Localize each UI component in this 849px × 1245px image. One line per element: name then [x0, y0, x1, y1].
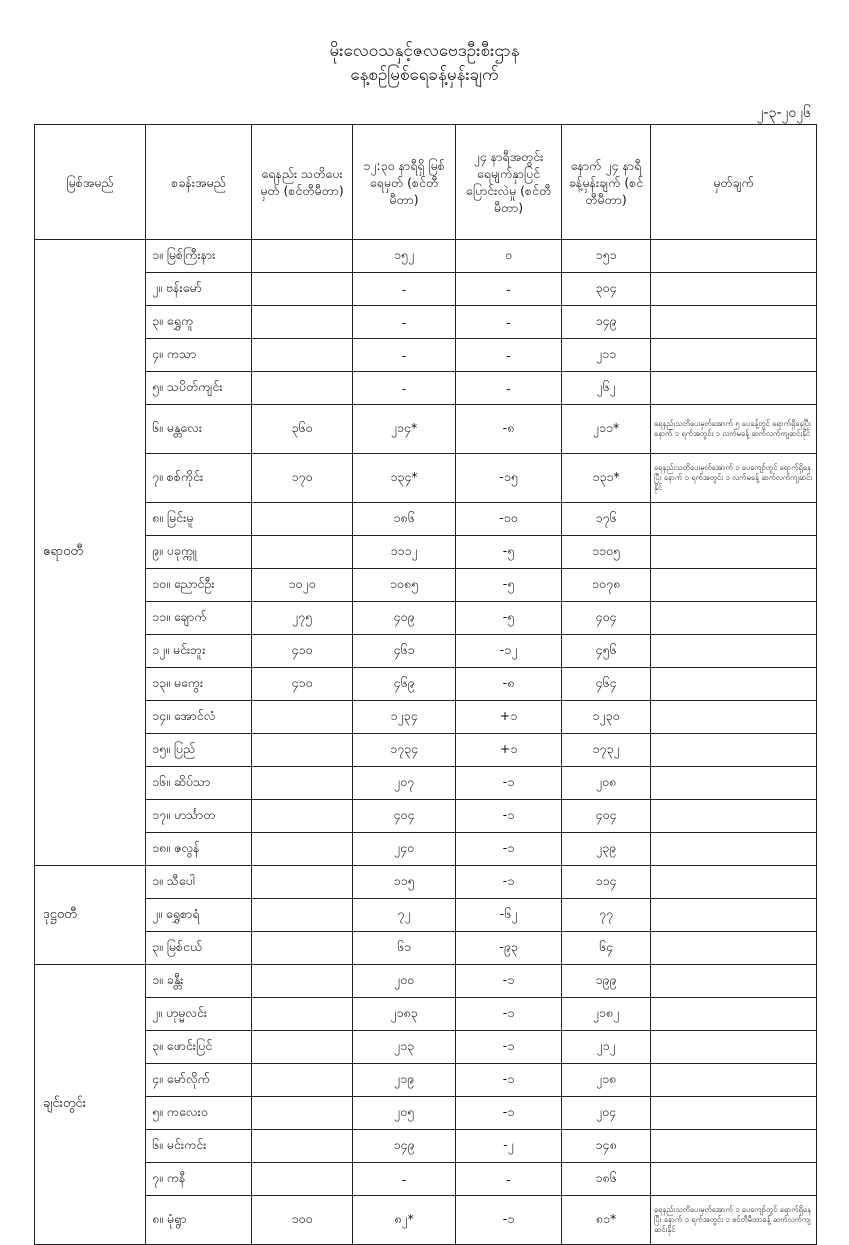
table-row	[35, 273, 817, 306]
station-name-cell: ၁။ မြစ်ကြီးနား	[146, 240, 252, 273]
forecast-cell: ၁၁၄	[562, 866, 651, 899]
forecast-cell: ၁၄၈	[562, 1130, 651, 1163]
table-row	[35, 372, 817, 405]
station-name-cell: ၂။ ဟုမ္မလင်း	[146, 998, 252, 1031]
warning-level-cell	[252, 273, 353, 306]
station-name-cell: ၈။ မုံရွာ	[146, 1196, 252, 1245]
remark-cell	[651, 800, 817, 833]
forecast-cell: ၁၁၀၅	[562, 536, 651, 569]
forecast-cell: ၁၂၃၀	[562, 701, 651, 734]
current-level-cell: ၁၇၃၄	[353, 734, 456, 767]
current-level-cell: ၄၆၉	[353, 668, 456, 701]
warning-level-cell: ၄၁၀	[252, 635, 353, 668]
col-header-warning-level: ရေနည်း သတိပေးမှတ် (စင်တီမီတာ)	[252, 125, 353, 240]
change-cell: -	[456, 306, 562, 339]
forecast-cell: ၁၄၉	[562, 306, 651, 339]
warning-level-cell	[252, 701, 353, 734]
remark-cell	[651, 602, 817, 635]
warning-level-cell: ၂၇၅	[252, 602, 353, 635]
change-cell: -၁	[456, 1031, 562, 1064]
station-name-cell: ၇။ စစ်ကိုင်း	[146, 454, 252, 503]
warning-level-cell: ၄၁၀	[252, 668, 353, 701]
table-row	[35, 1163, 817, 1196]
table-row	[35, 998, 817, 1031]
remark-cell	[651, 339, 817, 372]
remark-cell: ရေနည်းသတိပေးမှတ်အောက် ၁ ပေကျော်တွင် ရောက်ရှိနေပြီး နောက် ၁ ရက်အတွင်း ၁ စင်တီမီတာခန့် ဆက်လက်ကျဆင်းနိုင်	[651, 1196, 817, 1245]
river-level-table	[34, 124, 817, 1245]
warning-level-cell: ၁၇၀	[252, 454, 353, 503]
warning-level-cell	[252, 536, 353, 569]
warning-level-cell	[252, 899, 353, 932]
col-header-current-level: ၁၂:၃၀ နာရီရှိ မြစ်ရေမှတ် (စင်တီမီတာ)	[353, 125, 456, 240]
forecast-cell: ၈၁*	[562, 1196, 651, 1245]
current-level-cell: ၁၁၁၂	[353, 536, 456, 569]
warning-level-cell	[252, 734, 353, 767]
change-cell: -၅	[456, 536, 562, 569]
col-header-forecast: နောက် ၂၄ နာရီ ခန့်မှန်းချက် (စင်တီမီတာ)	[562, 125, 651, 240]
table-row	[35, 339, 817, 372]
warning-level-cell	[252, 1163, 353, 1196]
table-row	[35, 454, 817, 503]
remark-cell	[651, 833, 817, 866]
current-level-cell: ၁၁၅	[353, 866, 456, 899]
forecast-cell: ၂၀၄	[562, 1097, 651, 1130]
change-cell: -၁	[456, 800, 562, 833]
change-cell: -၆၂	[456, 899, 562, 932]
table-row	[35, 1130, 817, 1163]
table-row	[35, 1097, 817, 1130]
warning-level-cell	[252, 998, 353, 1031]
warning-level-cell	[252, 339, 353, 372]
station-name-cell: ၅။ ကလေးဝ	[146, 1097, 252, 1130]
station-name-cell: ၁၈။ ဇလွန်	[146, 833, 252, 866]
remark-cell	[651, 932, 817, 965]
change-cell: -၁	[456, 833, 562, 866]
warning-level-cell: ၃၆၀	[252, 405, 353, 454]
remark-cell	[651, 668, 817, 701]
warning-level-cell	[252, 372, 353, 405]
change-cell: -၈	[456, 405, 562, 454]
change-cell: -၁	[456, 767, 562, 800]
remark-cell	[651, 1097, 817, 1130]
table-row	[35, 1064, 817, 1097]
remark-cell	[651, 273, 817, 306]
table-row	[35, 602, 817, 635]
warning-level-cell	[252, 767, 353, 800]
change-cell: +၁	[456, 701, 562, 734]
current-level-cell: ၂၁၈၃	[353, 998, 456, 1031]
current-level-cell: ၁၅၂	[353, 240, 456, 273]
warning-level-cell	[252, 503, 353, 536]
table-row	[35, 1196, 817, 1245]
forecast-cell: ၄၅၆	[562, 635, 651, 668]
forecast-cell: ၁၃၁*	[562, 454, 651, 503]
table-row	[35, 734, 817, 767]
forecast-cell: ၄၀၄	[562, 602, 651, 635]
forecast-cell: ၁၇၃၂	[562, 734, 651, 767]
change-cell: ၀	[456, 240, 562, 273]
remark-cell	[651, 701, 817, 734]
station-name-cell: ၃။ ရွှေကူ	[146, 306, 252, 339]
page-subtitle: နေ့စဉ်မြစ်ရေခန့်မှန်းချက်	[350, 65, 499, 85]
forecast-cell: ၂၃၉	[562, 833, 651, 866]
station-name-cell: ၁၇။ ဟင်္သာတ	[146, 800, 252, 833]
remark-cell	[651, 899, 817, 932]
change-cell: -၂	[456, 1130, 562, 1163]
warning-level-cell	[252, 800, 353, 833]
remark-cell	[651, 1031, 817, 1064]
remark-cell	[651, 569, 817, 602]
current-level-cell: ၂၄၀	[353, 833, 456, 866]
station-name-cell: ၅။ သပိတ်ကျင်း	[146, 372, 252, 405]
current-level-cell: ၇၂	[353, 899, 456, 932]
warning-level-cell	[252, 833, 353, 866]
warning-level-cell	[252, 306, 353, 339]
table-row	[35, 503, 817, 536]
table-row	[35, 635, 817, 668]
forecast-cell: ၁၀၇၈	[562, 569, 651, 602]
remark-cell	[651, 965, 817, 998]
remark-cell	[651, 866, 817, 899]
warning-level-cell: ၁၀၀	[252, 1196, 353, 1245]
change-cell: -၈	[456, 668, 562, 701]
forecast-cell: ၂၁၈၂	[562, 998, 651, 1031]
warning-level-cell	[252, 866, 353, 899]
change-cell: -၁	[456, 1196, 562, 1245]
change-cell: -	[456, 1163, 562, 1196]
remark-cell	[651, 635, 817, 668]
page-title: မိုးလေဝသနှင့်ဇလဗေဒဦးစီးဌာန	[329, 41, 520, 61]
remark-cell	[651, 1163, 817, 1196]
col-header-24h-change: ၂၄ နာရီအတွင်း ရေမျက်နှာပြင် ပြောင်းလဲမှု (စင်တီမီတာ)	[456, 125, 562, 240]
warning-level-cell	[252, 932, 353, 965]
station-name-cell: ၁။ သီပေါ	[146, 866, 252, 899]
table-row	[35, 668, 817, 701]
forecast-cell: ၃၀၄	[562, 273, 651, 306]
table-row	[35, 866, 817, 899]
col-header-station: စခန်းအမည်	[146, 125, 252, 240]
current-level-cell: ၂၁၄*	[353, 405, 456, 454]
current-level-cell: ၄၆၁	[353, 635, 456, 668]
station-name-cell: ၃။ မြစ်ငယ်	[146, 932, 252, 965]
change-cell: -၁၅	[456, 454, 562, 503]
station-name-cell: ၁၅။ ပြည်	[146, 734, 252, 767]
remark-cell	[651, 998, 817, 1031]
forecast-cell: ၁၈၆	[562, 1163, 651, 1196]
forecast-cell: ၄၀၄	[562, 800, 651, 833]
table-row	[35, 240, 817, 273]
table-row	[35, 536, 817, 569]
station-name-cell: ၃။ ဖောင်းပြင်	[146, 1031, 252, 1064]
forecast-cell: ၁၅၁	[562, 240, 651, 273]
current-level-cell: ၂၀၇	[353, 767, 456, 800]
remark-cell	[651, 240, 817, 273]
warning-level-cell	[252, 1130, 353, 1163]
warning-level-cell	[252, 965, 353, 998]
warning-level-cell	[252, 1031, 353, 1064]
report-date: ၂-၃-၂၀၂၆	[756, 105, 811, 121]
current-level-cell: ၁၄၉	[353, 1130, 456, 1163]
forecast-cell: ၂၁၂	[562, 1031, 651, 1064]
change-cell: -၁	[456, 866, 562, 899]
remark-cell	[651, 306, 817, 339]
change-cell: -	[456, 273, 562, 306]
remark-cell	[651, 372, 817, 405]
current-level-cell: ၂၁၃	[353, 1031, 456, 1064]
current-level-cell: -	[353, 339, 456, 372]
table-row	[35, 800, 817, 833]
change-cell: -	[456, 372, 562, 405]
current-level-cell: ၂၁၉	[353, 1064, 456, 1097]
table-row	[35, 833, 817, 866]
station-name-cell: ၁။ ခန္တီး	[146, 965, 252, 998]
remark-cell: ရေနည်းသတိပေးမှတ်အောက် ၁ ပေကျော်တွင် ရောက်ရှိနေပြီး နောက် ၁ ရက်အတွင်း ၁ လက်မခန့် ဆက်လက်ကျဆင်းနိုင်	[651, 454, 817, 503]
current-level-cell: -	[353, 273, 456, 306]
current-level-cell: ၁၈၆	[353, 503, 456, 536]
station-name-cell: ၁၆။ ဆိပ်သာ	[146, 767, 252, 800]
station-name-cell: ၁၃။ မကွေး	[146, 668, 252, 701]
station-name-cell: ၁၁။ ချောက်	[146, 602, 252, 635]
table-row	[35, 965, 817, 998]
table-row	[35, 405, 817, 454]
table-row	[35, 306, 817, 339]
col-header-river: မြစ်အမည်	[35, 125, 146, 240]
table-row	[35, 932, 817, 965]
change-cell: -၁	[456, 1064, 562, 1097]
current-level-cell: ၁၃၄*	[353, 454, 456, 503]
station-name-cell: ၄။ ကသာ	[146, 339, 252, 372]
current-level-cell: -	[353, 1163, 456, 1196]
change-cell: -၁	[456, 965, 562, 998]
remark-cell: ရေနည်းသတိပေးမှတ်အောက် ၅ ပေခန့်တွင် ရောက်ရှိနေပြီး နောက် ၁ ရက်အတွင်း ၁ လက်မခန့် ဆက်လက်ကျဆင်းနိုင်	[651, 405, 817, 454]
current-level-cell: ၁၂၃၄	[353, 701, 456, 734]
remark-cell	[651, 1064, 817, 1097]
change-cell: -၅	[456, 569, 562, 602]
forecast-cell: ၇၇	[562, 899, 651, 932]
table-row	[35, 1031, 817, 1064]
warning-level-cell	[252, 1064, 353, 1097]
forecast-cell: ၂၆၂	[562, 372, 651, 405]
forecast-cell: ၂၁၁	[562, 339, 651, 372]
river-name-cell: ဧရာဝတီ	[35, 240, 146, 866]
station-name-cell: ၉။ ပခုက္ကူ	[146, 536, 252, 569]
forecast-cell: ၆၄	[562, 932, 651, 965]
change-cell: -၁	[456, 998, 562, 1031]
station-name-cell: ၁၄။ အောင်လံ	[146, 701, 252, 734]
table-row	[35, 767, 817, 800]
current-level-cell: ၁၀၈၅	[353, 569, 456, 602]
river-name-cell: ဒုဋ္ဌဝတီ	[35, 866, 146, 965]
station-name-cell: ၈။ မြင်းမူ	[146, 503, 252, 536]
remark-cell	[651, 1130, 817, 1163]
station-name-cell: ၂။ ဗန်းမော်	[146, 273, 252, 306]
change-cell: -၁	[456, 1097, 562, 1130]
station-name-cell: ၁၂။ မင်းဘူး	[146, 635, 252, 668]
col-header-remark: မှတ်ချက်	[651, 125, 817, 240]
station-name-cell: ၄။ မော်လိုက်	[146, 1064, 252, 1097]
forecast-cell: ၂၁၁*	[562, 405, 651, 454]
remark-cell	[651, 734, 817, 767]
station-name-cell: ၆။ မန္တလေး	[146, 405, 252, 454]
station-name-cell: ၂။ ရွှေစာရံ	[146, 899, 252, 932]
river-name-cell: ချင်းတွင်း	[35, 965, 146, 1245]
warning-level-cell	[252, 1097, 353, 1130]
warning-level-cell: ၁၀၂၀	[252, 569, 353, 602]
current-level-cell: ၂၀၅	[353, 1097, 456, 1130]
change-cell: -	[456, 339, 562, 372]
forecast-cell: ၄၆၄	[562, 668, 651, 701]
remark-cell	[651, 767, 817, 800]
forecast-cell: ၁၇၆	[562, 503, 651, 536]
header-row	[35, 125, 817, 240]
station-name-cell: ၇။ ကနီ	[146, 1163, 252, 1196]
remark-cell	[651, 536, 817, 569]
current-level-cell: ၄၀၄	[353, 800, 456, 833]
forecast-cell: ၁၉၉	[562, 965, 651, 998]
forecast-cell: ၂၀၈	[562, 767, 651, 800]
forecast-cell: ၂၁၈	[562, 1064, 651, 1097]
current-level-cell: ၈၂*	[353, 1196, 456, 1245]
station-name-cell: ၁၀။ ညောင်ဦး	[146, 569, 252, 602]
table-row	[35, 569, 817, 602]
change-cell: -၅	[456, 602, 562, 635]
current-level-cell: -	[353, 306, 456, 339]
change-cell: -၉၃	[456, 932, 562, 965]
table-row	[35, 899, 817, 932]
current-level-cell: ၂၀၀	[353, 965, 456, 998]
table-row	[35, 701, 817, 734]
current-level-cell: ၄၀၉	[353, 602, 456, 635]
station-name-cell: ၆။ မင်းကင်း	[146, 1130, 252, 1163]
current-level-cell: -	[353, 372, 456, 405]
current-level-cell: ၆၁	[353, 932, 456, 965]
remark-cell	[651, 503, 817, 536]
warning-level-cell	[252, 240, 353, 273]
change-cell: -၁၂	[456, 635, 562, 668]
change-cell: +၁	[456, 734, 562, 767]
change-cell: -၁၀	[456, 503, 562, 536]
